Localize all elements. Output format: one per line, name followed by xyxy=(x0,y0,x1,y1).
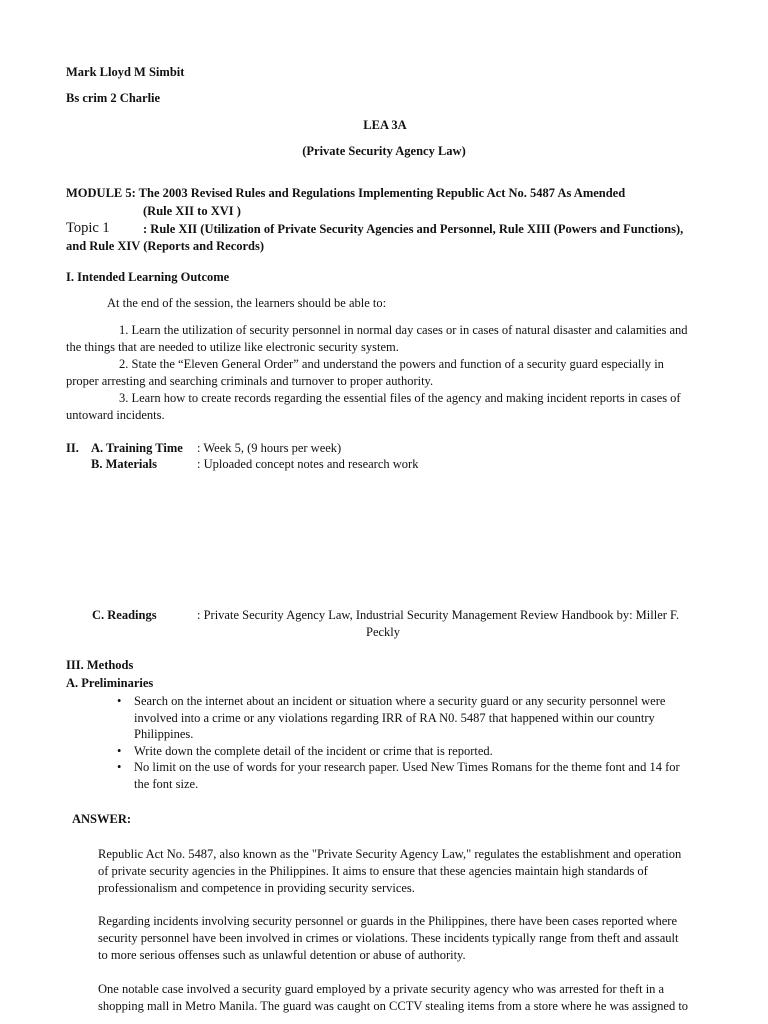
topic-label: Topic 1 xyxy=(66,220,110,236)
student-section: Bs crim 2 Charlie xyxy=(66,91,161,105)
answer-paragraph-2: Regarding incidents involving security personnel or guards in the Philippines, there have been cases reported where security personnel have been involved in crimes or violations. These incidents typically range from theft and assault to more serious offenses such as unlawful detention or abuse of authority. xyxy=(98,914,679,962)
methods-heading: III. Methods xyxy=(66,658,134,672)
student-name: Mark Lloyd M Simbit xyxy=(66,65,185,79)
training-time-label: A. Training Time xyxy=(91,441,183,455)
training-time-value: : Week 5, (9 hours per week) xyxy=(197,441,342,455)
topic-line-1: : Rule XII (Utilization of Private Security Agencies and Personnel, Rule XIII (Powers and Functions), xyxy=(143,222,684,236)
list-item: • Search on the internet about an incident or situation where a security guard or any security personnel were involved into a crime or any violations regarding IRR of RA N0. 5487 that happened within our country Philippines. xyxy=(117,694,666,741)
preliminaries-list xyxy=(117,693,704,792)
readings-value-cont: Peckly xyxy=(366,625,401,639)
ilo-intro: At the end of the session, the learners should be able to: xyxy=(107,296,387,310)
list-item: • Write down the complete detail of the incident or crime that is reported. xyxy=(117,743,493,758)
bullet-icon: • xyxy=(117,743,122,758)
list-item: • No limit on the use of words for your research paper. Used New Times Romans for the theme font and 14 for the font size. xyxy=(117,760,680,791)
bullet-icon: • xyxy=(117,760,122,774)
module-rules: (Rule XII to XVI ) xyxy=(143,204,241,218)
ilo-heading: I. Intended Learning Outcome xyxy=(66,270,230,284)
materials-label: B. Materials xyxy=(91,457,157,471)
preliminaries-heading: A. Preliminaries xyxy=(66,676,154,690)
answer-paragraph-1: Republic Act No. 5487, also known as the "Private Security Agency Law," regulates the establishment and operation of private security agencies in the Philippines. It aims to ensure that these agencies maintain high standards of professionalism and competence in providing security services. xyxy=(98,847,682,895)
module-title: MODULE 5: The 2003 Revised Rules and Regulations Implementing Republic Act No. 5487 As Amended xyxy=(66,186,626,200)
ilo-item-2: 2. State the “Eleven General Order” and understand the powers and function of a security guard especially in proper arresting and searching criminals and turnover to proper authority. xyxy=(66,357,664,388)
readings-value: : Private Security Agency Law, Industrial Security Management Review Handbook by: Miller F. xyxy=(197,608,680,622)
ilo-item-1: 1. Learn the utilization of security personnel in normal day cases or in cases of natural disaster and calamities and the things that are needed to utilize like electronic security system. xyxy=(66,323,688,354)
answer-paragraph-3: One notable case involved a security guard employed by a private security agency who was arrested for theft in a shopping mall in Metro Manila. The guard was caught on CCTV stealing items from a store where he was assigned to xyxy=(98,982,689,1013)
bullet-icon: • xyxy=(117,694,122,708)
ilo-item-3: 3. Learn how to create records regarding the essential files of the agency and making incident reports in cases of untoward incidents. xyxy=(66,391,681,422)
topic-line-2: and Rule XIV (Reports and Records) xyxy=(66,239,265,253)
section2-number: II. xyxy=(66,441,79,455)
course-code: LEA 3A xyxy=(363,118,407,132)
ilo-list xyxy=(66,322,706,424)
materials-value: : Uploaded concept notes and research work xyxy=(197,457,419,471)
answer-label: ANSWER: xyxy=(72,812,132,826)
course-subject: (Private Security Agency Law) xyxy=(302,144,466,158)
readings-label: C. Readings xyxy=(92,608,157,622)
